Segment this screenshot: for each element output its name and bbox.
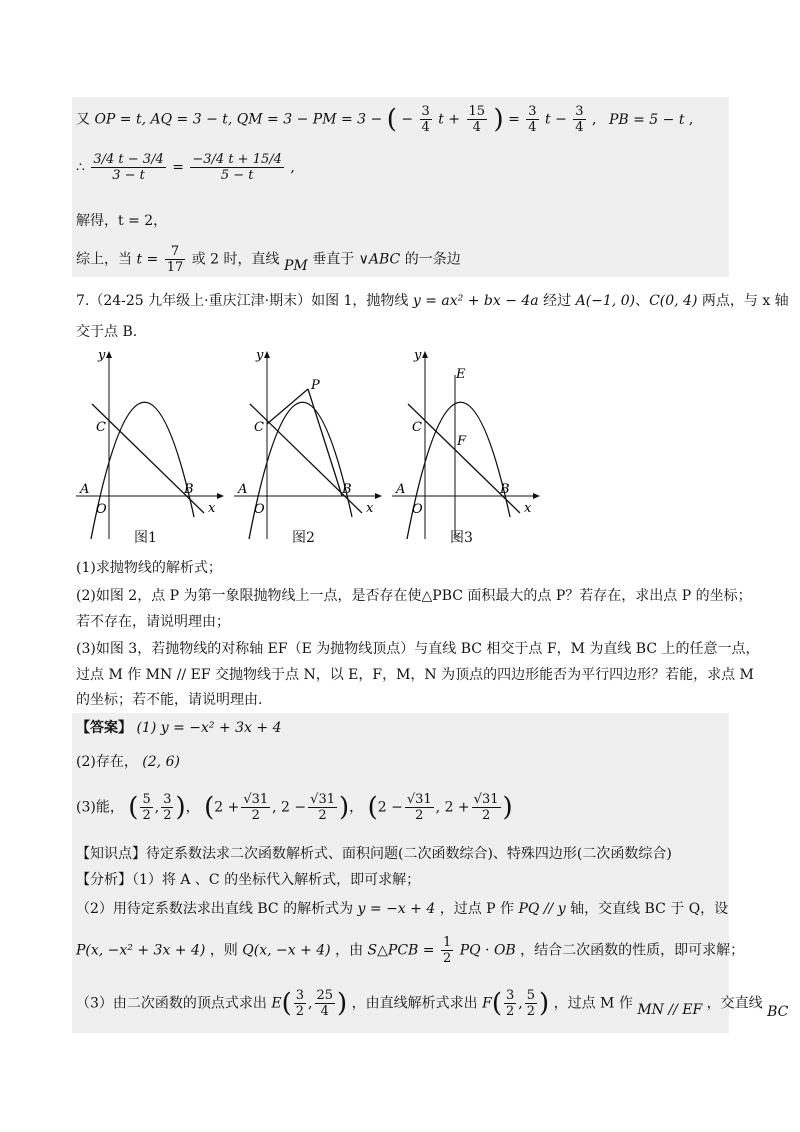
fraction: $\frac{3/4 t - 3/4}{3 - t}$ [93, 152, 164, 183]
origin-label: O [96, 502, 107, 517]
text: 垂直于 [312, 251, 355, 268]
text: 解得，t = 2， [76, 213, 168, 229]
question-3a [76, 639, 760, 659]
point-c-label: C [96, 420, 106, 435]
answer-label: 【答案】 [76, 720, 132, 736]
fraction: $\frac{-3/4 t + 15/4}{5 - t}$ [192, 152, 282, 183]
text: ，由直线解析式求出 [351, 995, 478, 1012]
origin-label: O [412, 502, 423, 517]
equation: F [482, 995, 492, 1012]
equation: BC [767, 1003, 789, 1020]
x-axis-label: x [208, 501, 216, 516]
comma: , [592, 111, 597, 128]
equation: t + [438, 111, 461, 128]
analysis-line-2 [76, 899, 728, 919]
figure-3-svg [388, 347, 548, 547]
text: 两点，与 x 轴 [701, 293, 789, 309]
equation: y = ax² + bx − 4a [412, 293, 539, 309]
figure-1 [72, 347, 232, 547]
equation: PM [283, 257, 308, 274]
x-axis-label: x [366, 501, 374, 516]
y-axis-label: y [256, 348, 264, 363]
comma: , [290, 159, 295, 176]
paren-open: ( [386, 104, 397, 135]
point-c-label: C [412, 420, 422, 435]
text: 又 [76, 111, 90, 128]
fraction: $\frac{7}{17}$ [166, 244, 184, 275]
point-p-label: P [311, 378, 320, 393]
text: (1)求抛物线的解析式； [76, 560, 222, 576]
answer-line-2 [76, 752, 180, 772]
text: 、 [635, 293, 650, 309]
equation: (2, 6) [142, 754, 180, 770]
text: 【知识点】待定系数法求二次函数解析式、面积问题(二次函数综合)、特殊四边形(二次函数综合) [76, 846, 672, 862]
fraction: $\frac{3}{4}$ [528, 104, 537, 135]
knowledge-line [76, 844, 672, 864]
text: 7.（24-25 九年级上·重庆江津·期末）如图 1，抛物线 [76, 293, 409, 309]
point-b-label: B [342, 482, 352, 497]
analysis-line-1 [76, 870, 420, 890]
text: 轴，交直线 BC 于 Q，设 [570, 901, 729, 917]
paren-close: ) [493, 104, 504, 135]
equation: E [271, 995, 282, 1012]
solution-line-2 [76, 152, 295, 183]
fraction: $\frac{15}{4}$ [468, 104, 486, 135]
text: (3)能， [76, 799, 124, 816]
text: ，过点 P 作 [439, 901, 515, 917]
question-1 [76, 558, 222, 578]
equation: t − [545, 111, 567, 128]
equation: S△PCB = [367, 942, 435, 959]
equation: MN // EF [637, 1001, 703, 1018]
figure-3-caption: 图3 [450, 530, 473, 546]
point-a-label: A [396, 482, 406, 497]
answer-line-3: (3)能， ( $\frac{5}{2}$ , $\frac{3}{2}$ )， (2 + $\frac{√31}{2}$ , 2 − $\frac{√31}{2}$ )， (2 − $\frac{√31}{2}$ , 2 + $\frac{√31}{2}$ ) [76, 792, 513, 823]
text: ，交直线 [706, 995, 763, 1012]
question-3b [76, 665, 754, 685]
equation: PB = 5 − t [608, 111, 685, 128]
solution-line-1 [76, 104, 693, 135]
fraction: $\frac{3}{4}$ [575, 104, 584, 135]
y-axis-label: y [98, 348, 106, 363]
question-3c [76, 690, 262, 710]
solution-line-4 [76, 244, 461, 275]
text: 的一条边 [404, 251, 461, 268]
solution-line-3 [76, 211, 167, 231]
text: （3）由二次函数的顶点式求出 [76, 995, 267, 1012]
problem-line-1 [76, 291, 789, 311]
figure-1-svg [72, 347, 232, 547]
point-c-label: C [254, 420, 264, 435]
y-axis-label: y [414, 348, 422, 363]
equals: = [172, 159, 184, 176]
text: 或 2 时，直线 [191, 251, 280, 268]
x-axis-label: x [524, 501, 532, 516]
answer-line-1 [76, 718, 281, 738]
point-b-label: B [500, 482, 510, 497]
point-a-label: A [80, 482, 90, 497]
equation: ∨ABC [358, 251, 401, 268]
origin-label: O [254, 502, 265, 517]
text: (2)如图 2，点 P 为第一象限抛物线上一点，是否存在使△PBC 面积最大的点 P？若存在，求出点 P 的坐标； [76, 588, 752, 604]
text: 过点 M 作 MN // EF 交抛物线于点 N，以 E，F，M，N 为顶点的四边形能否为平行四边形？若能，求点 M [76, 667, 754, 683]
text: (3)如图 3，若抛物线的对称轴 EF（E 为抛物线顶点）与直线 BC 相交于点 F，M 为直线 BC 上的任意一点， [76, 641, 760, 657]
equation: A(−1, 0) [575, 293, 636, 309]
point-b-label: B [184, 482, 194, 497]
figure-2-caption: 图2 [292, 530, 315, 546]
equation: P(x, −x² + 3x + 4) [76, 942, 206, 959]
point-e-label: E [456, 367, 466, 382]
question-2b [76, 612, 230, 632]
text: 的坐标；若不能，请说明理由. [76, 692, 263, 708]
text: 经过 [543, 293, 572, 309]
equation: (1) y = −x² + 3x + 4 [136, 720, 282, 736]
text: 交于点 B. [76, 324, 138, 340]
text: (2)存在， [76, 754, 138, 770]
question-2a [76, 586, 752, 606]
equation: PQ · OB [459, 942, 516, 959]
figure-2-svg [230, 347, 390, 547]
text: ，则 [209, 942, 238, 959]
equation: OP = t, AQ = 3 − t, QM = 3 − PM = 3 − [94, 111, 383, 128]
equation: t = [136, 251, 159, 268]
figure-1-caption: 图1 [134, 530, 157, 546]
text: ，由 [335, 942, 364, 959]
minus: − [401, 111, 414, 128]
text: ，过点 M 作 [553, 995, 633, 1012]
therefore: ∴ [76, 159, 85, 176]
equation: y = −x + 4 [357, 901, 436, 917]
analysis-line-3: P(x, −x² + 3x + 4) ，则 Q(x, −x + 4) ，由 S△PCB = $\frac{1}{2}$ PQ · OB ，结合二次函数的性质，即可求解； [76, 935, 745, 966]
figure-3 [388, 347, 548, 547]
analysis-line-4: （3）由二次函数的顶点式求出 E( $\frac{3}{2}$ , $\frac{25}{4}$ ) ，由直线解析式求出 F( $\frac{3}{2}$ , $\frac{5}{2}$ ) ，过点 M 作 MN // EF ，交直线 BC [76, 988, 789, 1020]
point-f-label: F [457, 434, 467, 449]
text: 若不存在，请说明理由； [76, 614, 230, 630]
text: （2）用待定系数法求出直线 BC 的解析式为 [76, 901, 354, 917]
text: 综上，当 [76, 251, 132, 268]
fraction: $\frac{3}{4}$ [421, 104, 430, 135]
problem-line-2 [76, 322, 137, 342]
equation: C(0, 4) [649, 293, 698, 309]
comma: , [688, 111, 694, 128]
equation: PQ // y [518, 901, 566, 917]
equation: Q(x, −x + 4) [242, 942, 331, 959]
figure-2 [230, 347, 390, 547]
text: 【分析】（1）将 A 、C 的坐标代入解析式，即可求解； [76, 872, 421, 888]
equals: = [508, 111, 520, 128]
text: ，结合二次函数的性质，即可求解； [520, 942, 745, 959]
point-a-label: A [238, 482, 248, 497]
